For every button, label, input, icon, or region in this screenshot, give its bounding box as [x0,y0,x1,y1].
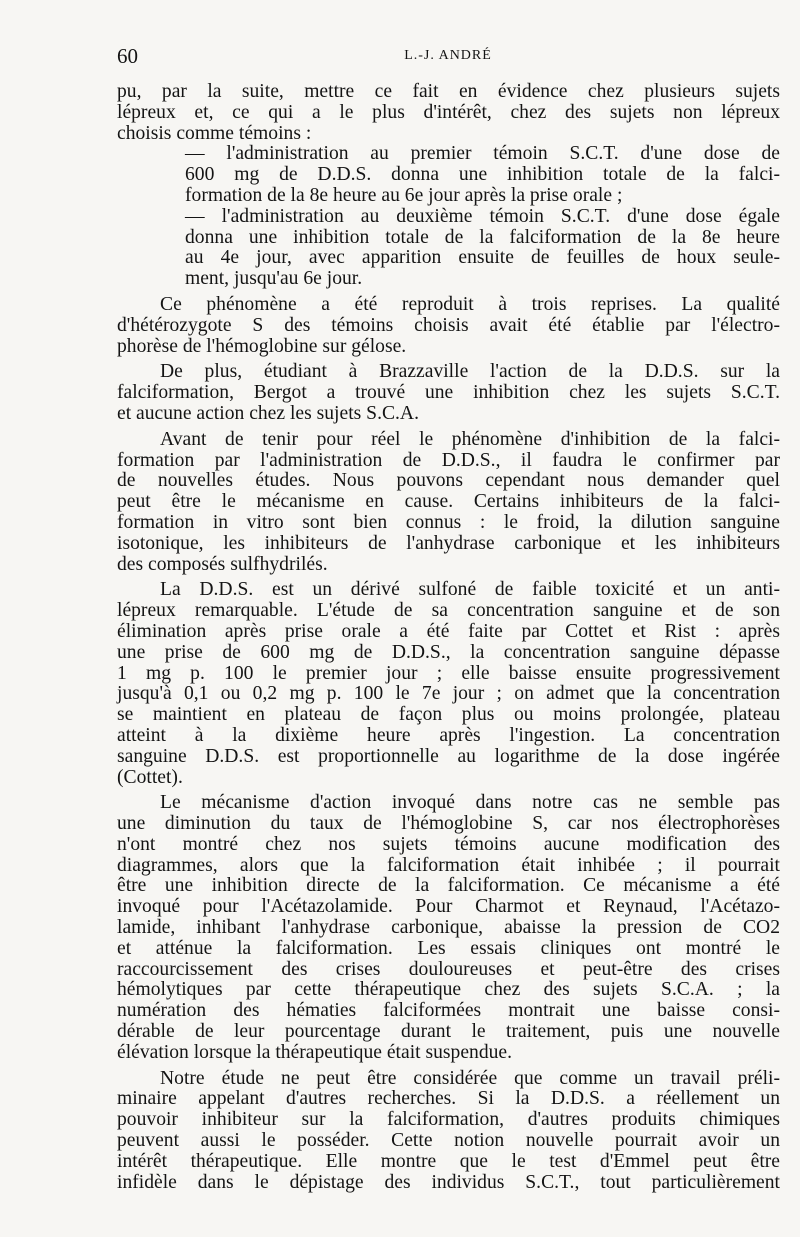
text-line: choisis comme témoins : [117,122,312,144]
text-line: La D.D.S. est un dérivé sulfoné de faible toxicité et un anti- [160,579,780,601]
text-line: De plus, étudiant à Brazzaville l'action de la D.D.S. sur la [160,361,780,383]
text-line: lépreux et, ce qui a le plus d'intérêt, chez des sujets non lépreux [117,101,780,123]
page-number: 60 [117,44,138,68]
text-line: une diminution du taux de l'hémoglobine S, car nos électrophorèses [117,813,780,835]
text-line: intérêt thérapeutique. Elle montre que le test d'Emmel peut être [117,1150,780,1172]
text-line: peuvent aussi le posséder. Cette notion nouvelle pourrait avoir un [117,1130,780,1152]
text-line: falciformation, Bergot a trouvé une inhibition chez les sujets S.C.T. [117,382,780,404]
text-line: une prise de 600 mg de D.D.S., la concentration sanguine dépasse [117,641,780,663]
list-item-line: — l'administration au deuxième témoin S.C.T. d'une dose égale [185,205,780,227]
text-line: n'ont montré chez nos sujets témoins aucune modification des [117,833,780,855]
text-line: atteint à la dixième heure après l'ingestion. La concentration [117,724,780,746]
text-line: lamide, inhibant l'anhydrase carbonique, abaisse la pression de CO2 [117,917,780,939]
text-line: minaire appelant d'autres recherches. Si la D.D.S. a réellement un [117,1088,780,1110]
text-line: phorèse de l'hémoglobine sur gélose. [117,335,407,357]
text-line: Avant de tenir pour réel le phénomène d'inhibition de la falci- [160,428,780,450]
list-item-line: au 4e jour, avec apparition ensuite de feuilles de houx seule- [185,247,780,269]
text-line: de nouvelles études. Nous pouvons cependant nous demander quel [117,470,780,492]
list-item-line: ment, jusqu'au 6e jour. [185,268,363,290]
text-line: infidèle dans le dépistage des individus S.C.T., tout particulièrement [117,1171,780,1193]
text-line: (Cottet). [117,766,183,788]
text-line: et aucune action chez les sujets S.C.A. [117,402,419,424]
text-line: Le mécanisme d'action invoqué dans notre cas ne semble pas [160,792,780,814]
text-line: 1 mg p. 100 le premier jour ; elle baisse ensuite progressivement [117,662,780,684]
text-line: élévation lorsque la thérapeutique était suspendue. [117,1041,513,1063]
text-line: et atténue la falciformation. Les essais cliniques ont montré le [117,937,780,959]
text-line: peut être le mécanisme en cause. Certains inhibiteurs de la falci- [117,491,780,513]
text-line: Notre étude ne peut être considérée que comme un travail préli- [160,1067,780,1089]
text-line: des composés sulfhydrilés. [117,553,328,575]
text-line: formation par l'administration de D.D.S., il faudra le confirmer par [117,449,780,471]
text-line: être une inhibition directe de la falciformation. Ce mécanisme a été [117,875,780,897]
text-line: Ce phénomène a été reproduit à trois reprises. La qualité [160,293,780,315]
text-line: isotonique, les inhibiteurs de l'anhydrase carbonique et les inhibiteurs [117,532,780,554]
text-line: se maintient en plateau de façon plus ou moins prolongée, plateau [117,704,780,726]
running-head: L.-J. ANDRÉ [404,48,492,63]
text-line: diagrammes, alors que la falciformation était inhibée ; il pourrait [117,854,780,876]
list-item-line: — l'administration au premier témoin S.C.T. d'une dose de [185,143,780,165]
text-line: pouvoir inhibiteur sur la falciformation, d'autres produits chimiques [117,1109,780,1131]
body-text [117,82,780,1193]
text-line: numération des hématies falciformées montrait une baisse consi- [117,1000,780,1022]
text-line: jusqu'à 0,1 ou 0,2 mg p. 100 le 7e jour ; on admet que la concentration [117,683,780,705]
text-line: pu, par la suite, mettre ce fait en évidence chez plusieurs sujets [117,81,780,102]
list-item-line: 600 mg de D.D.S. donna une inhibition totale de la falci- [185,164,780,186]
text-line: dérable de leur pourcentage durant le traitement, puis une nouvelle [117,1021,780,1043]
list-item-line: formation de la 8e heure au 6e jour après la prise orale ; [185,184,623,206]
text-line: raccourcissement des crises douloureuses et peut-être des crises [117,958,780,980]
text-line: sanguine D.D.S. est proportionnelle au logarithme de la dose ingérée [117,745,780,767]
text-line: élimination après prise orale a été faite par Cottet et Rist : après [117,620,780,642]
text-line: invoqué pour l'Acétazolamide. Pour Charmot et Reynaud, l'Acétazo- [117,896,780,918]
list-item-line: donna une inhibition totale de la falciformation de la 8e heure [185,226,780,248]
text-line: hémolytiques par cette thérapeutique chez des sujets S.C.A. ; la [117,979,780,1001]
page-header [117,44,779,72]
text-line: formation in vitro sont bien connus : le froid, la dilution sanguine [117,511,780,533]
text-line: lépreux remarquable. L'étude de sa concentration sanguine et de son [117,600,780,622]
text-line: d'hétérozygote S des témoins choisis avait été établie par l'électro- [117,314,780,336]
